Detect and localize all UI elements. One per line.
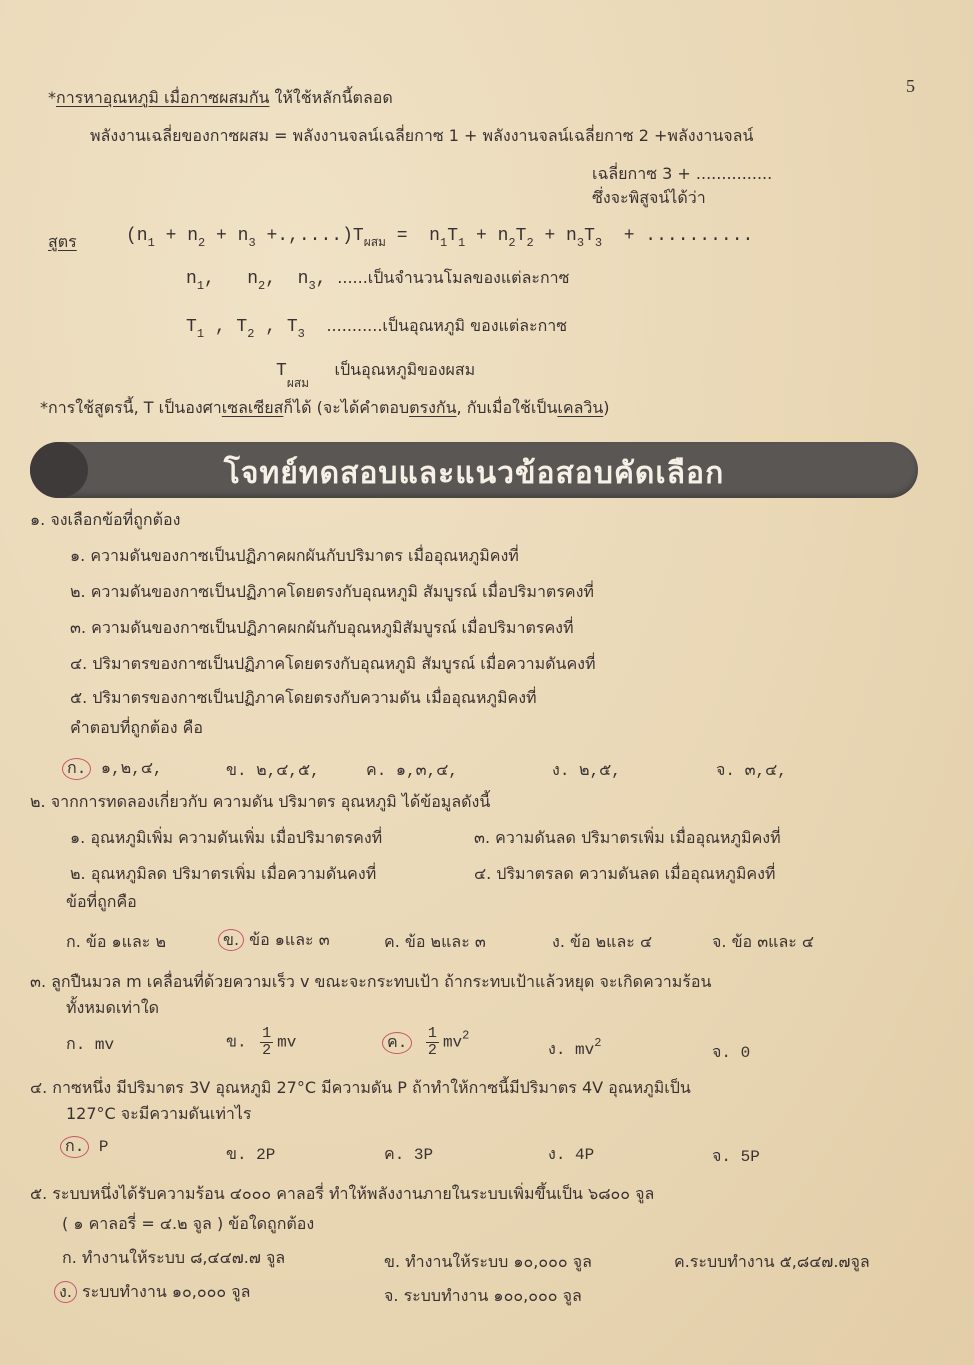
q2-choice-e[interactable]: จ. ข้อ ๓และ ๔ [712, 932, 815, 951]
q1-choice-e[interactable]: จ. ๓,๔, [716, 762, 787, 780]
energy-line-3: ซึ่งจะพิสูจน์ได้ว่า [592, 188, 706, 207]
q1-statement-1: ๑. ความดันของกาซเป็นปฏิภาคผกผันกับปริมาตร เมื่ออุณหภูมิคงที่ [70, 546, 519, 565]
q1-statement-5: ๕. ปริมาตรของกาซเป็นปฏิภาคโดยตรงกับความดัน เมื่ออุณหภูมิคงที่ [70, 688, 537, 707]
q5-choice-e[interactable]: จ. ระบบทำงาน ๑๐๐,๐๐๐ จูล [384, 1286, 582, 1305]
q2-choice-b[interactable]: ข. ข้อ ๑และ ๓ [218, 928, 330, 953]
formula-equation: $(n_1 + n_2 + n_3 +.,....)T_{ผสม} = n_1T_1 + n_2T_2 + n_3T_3$ + .......... [126, 226, 754, 250]
q1-choice-d[interactable]: ง. ๒,๕, [552, 762, 621, 780]
q2-statement-4: ๔. ปริมาตรลด ความดันลด เมื่ออุณหภูมิคงที่ [474, 864, 776, 883]
q4-choice-b[interactable]: ข. 2P [226, 1146, 276, 1164]
intro-heading-underlined: การหาอุณหภูมิ เมื่อกาซผสมกัน [56, 88, 270, 107]
section-banner [30, 442, 918, 498]
q3-choice-e[interactable]: จ. 0 [712, 1044, 751, 1062]
intro-heading: *การหาอุณหภูมิ เมื่อกาซผสมกัน ให้ใช้หลักนี้ตลอด [48, 88, 393, 107]
q3-choice-a[interactable]: ก. mv [66, 1036, 115, 1054]
energy-line-2: เฉลี่ยกาซ 3 + ............... [592, 164, 773, 183]
q2-prompt: ข้อที่ถูกคือ [66, 892, 137, 911]
q1-statement-3: ๓. ความดันของกาซเป็นปฏิภาคผกผันกับอุณหภูมิสัมบูรณ์ เมื่อปริมาตรคงที่ [70, 618, 574, 637]
q3-choice-b[interactable]: ข. $\frac{1}{2}$ mv [226, 1025, 297, 1059]
q3-choice-c[interactable]: ค. $\frac{1}{2}$ $mv^2$ [382, 1026, 469, 1059]
q5-choice-a[interactable]: ก. ทำงานให้ระบบ ๘,๔๔๗.๗ จูล [62, 1248, 286, 1267]
q3-stem-cont: ทั้งหมดเท่าใด [66, 998, 160, 1017]
q4-choice-d[interactable]: ง. 4P [548, 1146, 595, 1164]
q2-choice-c[interactable]: ค. ข้อ ๒และ ๓ [384, 932, 486, 951]
q1-statement-4: ๔. ปริมาตรของกาซเป็นปฏิภาคโดยตรงกับอุณหภูมิ สัมบูรณ์ เมื่อความดันคงที่ [70, 654, 596, 673]
question-4-stem: ๔. กาซหนึ่ง มีปริมาตร 3V อุณหภูมิ 27°C มีความดัน P ถ้าทำให้กาซนี้มีปริมาตร 4V อุณหภูมิเป็น [30, 1078, 691, 1097]
section-title: โจทย์ทดสอบและแนวข้อสอบคัดเลือก [223, 456, 725, 491]
q4-choice-a[interactable]: ก. P [60, 1136, 109, 1158]
definition-tmix: $T_{ผสม}$ เป็นอุณหภูมิของผสม [276, 360, 476, 390]
formula-label: สูตร [48, 232, 77, 251]
question-3-stem: ๓. ลูกปืนมวล m เคลื่อนที่ด้วยความเร็ว v ขณะจะกระทบเป้า ถ้ากระทบเป้าแล้วหยุด จะเกิดความร้อน [30, 972, 712, 991]
q4-choice-c[interactable]: ค. 3P [384, 1146, 434, 1164]
q5-stem-cont: ( ๑ คาลอรี่ = ๔.๒ จูล ) ข้อใดถูกต้อง [62, 1214, 315, 1233]
page-number: 5 [906, 76, 915, 96]
q1-choice-b[interactable]: ข. ๒,๔,๕, [226, 762, 320, 780]
q2-choice-d[interactable]: ง. ข้อ ๒และ ๔ [552, 932, 653, 951]
question-5-stem: ๕. ระบบหนึ่งได้รับความร้อน ๔๐๐๐ คาลอรี่ ทำให้พลังงานภายในระบบเพิ่มขึ้นเป็น ๖๘๐๐ จูล [30, 1184, 655, 1203]
intro-heading-rest: ให้ใช้หลักนี้ตลอด [274, 88, 393, 107]
question-1-stem: ๑. จงเลือกข้อที่ถูกต้อง [30, 510, 181, 529]
q4-stem-cont: 127°C จะมีความดันเท่าไร [66, 1104, 252, 1123]
question-2-stem: ๒. จากการทดลองเกี่ยวกับ ความดัน ปริมาตร อุณหภูมิ ได้ข้อมูลดังนี้ [30, 792, 491, 811]
q1-statement-2: ๒. ความดันของกาซเป็นปฏิภาคโดยตรงกับอุณหภูมิ สัมบูรณ์ เมื่อปริมาตรคงที่ [70, 582, 594, 601]
q5-choice-b[interactable]: ข. ทำงานให้ระบบ ๑๐,๐๐๐ จูล [384, 1252, 592, 1271]
q1-choice-c[interactable]: ค. ๑,๓,๔, [366, 762, 458, 780]
q3-choice-d[interactable]: ง. $mv^2$ [548, 1036, 602, 1059]
q1-prompt: คำตอบที่ถูกต้อง คือ [70, 718, 203, 737]
definition-temps: $T_1$ , $T_2$ , $T_3$ ...........เป็นอุณหภูมิ ของแต่ละกาซ [186, 316, 568, 341]
definition-moles: $n_1$, $n_2$, $n_3$, ......เป็นจำนวนโมลของแต่ละกาซ [186, 268, 570, 293]
q2-statement-3: ๓. ความดันลด ปริมาตรเพิ่ม เมื่ออุณหภูมิคงที่ [474, 828, 781, 847]
q1-choice-a[interactable]: ก. ๑,๒,๔, [62, 756, 163, 781]
q2-statement-2: ๒. อุณหภูมิลด ปริมาตรเพิ่ม เมื่อความดันคงที่ [70, 864, 377, 883]
energy-line-1: พลังงานเฉลี่ยของกาซผสม = พลังงานจลน์เฉลี่ยกาซ 1 + พลังงานจลน์เฉลี่ยกาซ 2 +พลังงานจลน์ [90, 126, 754, 145]
q5-choice-d[interactable]: ง. ระบบทำงาน ๑๐,๐๐๐ จูล [54, 1280, 250, 1305]
q2-statement-1: ๑. อุณหภูมิเพิ่ม ความดันเพิ่ม เมื่อปริมาตรคงที่ [70, 828, 383, 847]
q2-choice-a[interactable]: ก. ข้อ ๑และ ๒ [66, 932, 167, 951]
q4-choice-e[interactable]: จ. 5P [712, 1148, 760, 1166]
formula-note: *การใช้สูตรนี้, T เป็นองศาเซลเซียสก็ได้ (จะได้คำตอบตรงกัน, กับเมื่อใช้เป็นเคลวิน) [40, 398, 610, 417]
fraction: $\frac{1}{2}$ [427, 1025, 437, 1059]
fraction: $\frac{1}{2}$ [262, 1025, 272, 1059]
q5-choice-c[interactable]: ค.ระบบทำงาน ๕,๘๔๗.๗จูล [674, 1252, 870, 1271]
